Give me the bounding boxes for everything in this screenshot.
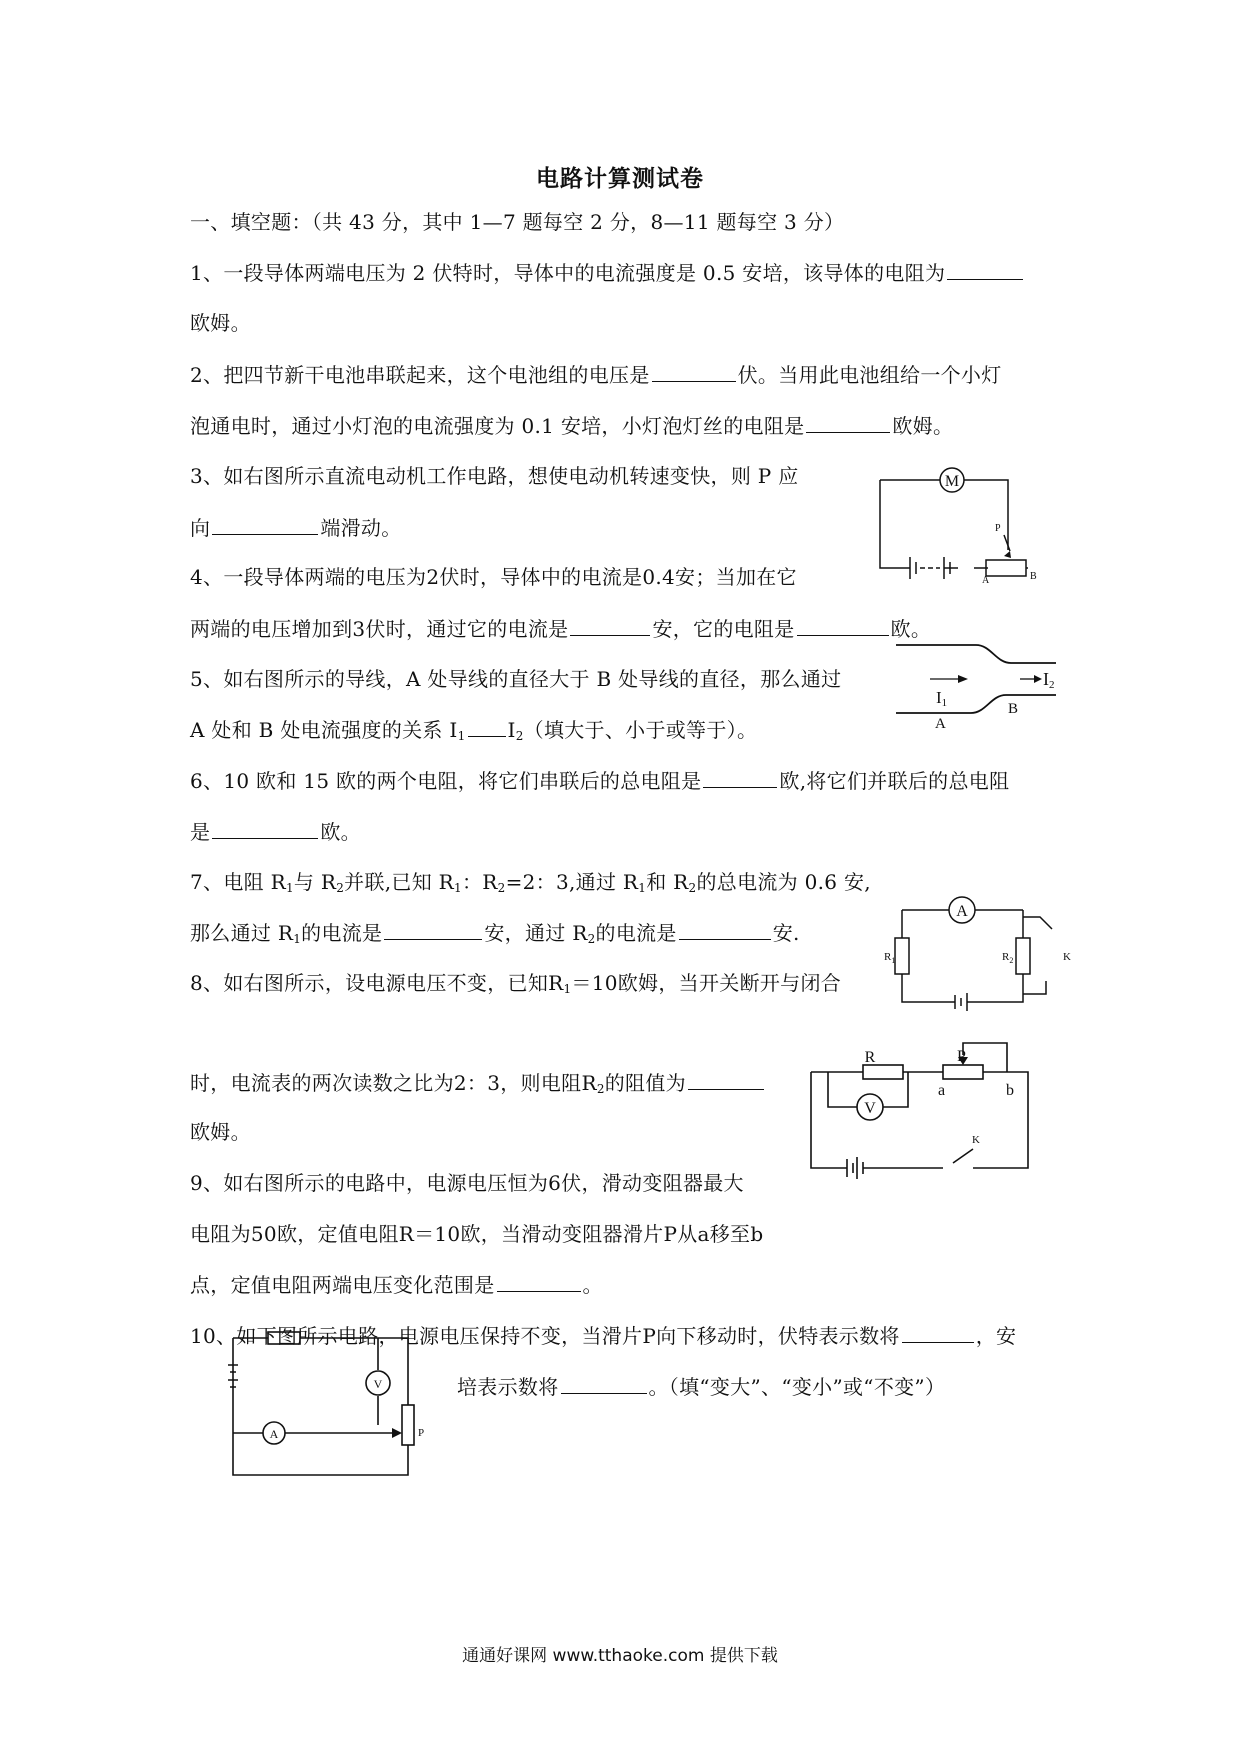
q5-sub-2: 2 [515,729,524,743]
switch-k-label: K [972,1134,980,1146]
q6-text-c: 是 [190,820,211,844]
point-a-label: a [938,1082,946,1099]
slider-p-label: P [418,1427,425,1439]
point-b-label: b [1006,1082,1014,1099]
question-9-line-1: 9、如右图所示的电路中，电源电压恒为6伏，滑动变阻器最大 [190,1171,744,1195]
wire-b-label: B [1008,701,1019,717]
page-footer: 通通好课网 www.tthaoke.com 提供下载 [462,1646,778,1666]
question-2-line-1 [190,361,1002,388]
parallel-circuit-diagram [880,895,1080,1015]
question-3-line-2 [190,514,402,541]
q4-text-d: 欧。 [890,617,932,641]
voltmeter-label: V [864,1100,876,1117]
question-10-line-2: 培表示数将 。（填“变大”、“变小”或“不变”） [457,1375,946,1399]
q9-answer-blank[interactable] [497,1271,581,1292]
wire-i1-label: I1 [936,688,948,709]
question-9-line-2: 电阻为50欧，定值电阻R＝10欧，当滑动变阻器滑片P从a移至b [190,1222,764,1246]
q6-answer-blank-2[interactable] [212,818,318,839]
q1-answer-blank[interactable] [947,259,1023,280]
q5-answer-blank[interactable] [468,716,506,737]
q3-answer-blank[interactable] [212,514,318,535]
q2-text-c: 泡通电时，通过小灯泡的电流强度为 0.1 安培，小灯泡灯丝的电阻是 [190,414,805,438]
q10-answer-blank-2[interactable] [561,1373,647,1394]
q8-answer-blank[interactable] [688,1069,764,1090]
q5-sub-1: 1 [457,729,466,743]
question-6-line-2 [190,818,361,845]
question-7-line-1: 7、电阻 $R_1$与 $R_2$并联,已知 $R_1$：$R_2=2$：3,通过 $R_1$和 $R_2$的总电流为 0.6 安, [190,870,871,895]
q3-text-b: 向 [190,516,211,540]
question-6-line-1 [190,767,1009,794]
r2-label: $R_2$ [1002,951,1014,965]
question-1-line-2: 欧姆。 [190,311,251,335]
motor-p-label: P [995,523,1001,534]
question-7-line-2: 那么通过 $R_1$的电流是 安，通过 $R_2$的电流是 安. [190,921,800,946]
q6-text-b: 欧,将它们并联后的总电阻 [779,769,1010,793]
q6-text-d: 欧。 [320,820,361,844]
q10-answer-blank-1[interactable] [902,1322,974,1343]
question-4-line-2 [190,615,931,642]
q4-text-c: 安，它的电阻是 [652,617,795,641]
question-8-line-2: 时，电流表的两次读数之比为2：3，则电阻$R_2$的阻值为 [190,1069,766,1102]
q1-text-a: 1、一段导体两端电压为 2 伏特时，导体中的电流强度是 0.5 安培，该导体的电阻为 [190,261,946,285]
r1-label: $R_1$ [884,951,896,965]
question-8-line-1: 8、如右图所示，设电源电压不变，已知$R_1=10$欧姆，当开关断开与闭合 [190,971,842,996]
question-8-line-3: 欧姆。 [190,1120,251,1144]
q4-answer-blank-1[interactable] [570,615,650,636]
question-9-line-3: 点，定值电阻两端电压变化范围是 。 [190,1273,603,1297]
q6-answer-blank-1[interactable] [703,767,777,788]
wire-diagram [896,643,1056,732]
question-10-line-1: 10、如下图所示电路，电源电压保持不变，当滑片P向下移动时，伏特表示数将 ，安 [190,1324,1017,1348]
motor-label: M [944,473,960,490]
motor-b-label: B [1030,571,1037,582]
question-5-line-1: 5、如右图所示的导线，A 处导线的直径大于 B 处导线的直径，那么通过 [190,667,842,691]
q7-answer-blank-1[interactable] [384,919,482,940]
question-3-line-1: 3、如右图所示直流电动机工作电路，想使电动机转速变快，则 P 应 [190,464,799,488]
ammeter-label: A [956,903,968,920]
switch-k-label: K [1063,951,1071,963]
motor-circuit-diagram [870,465,1037,586]
q7-answer-blank-2[interactable] [679,919,771,940]
section-header: 一、填空题：（共 43 分，其中 1—7 题每空 2 分，8—11 题每空 3 分） [190,210,845,234]
q5-text-b: A 处和 B 处电流强度的关系 I [190,718,458,742]
ammeter-label: A [269,1427,279,1441]
wire-a-label: A [935,716,946,732]
question-1-line-1 [190,259,1025,286]
wire-i2-label: I2 [1043,669,1055,691]
rheostat-circuit-diagram [808,1035,1038,1185]
q2-text-b: 伏。当用此电池组给一个小灯 [737,363,1002,387]
q5-text-c: I [507,718,516,742]
q4-answer-blank-2[interactable] [797,615,889,636]
motor-a-label: A [982,575,990,586]
question-5-line-2 [190,716,757,749]
q4-text-b: 两端的电压增加到3伏时，通过它的电流是 [190,617,569,641]
q10-circuit-diagram [228,1320,438,1480]
q3-text-c: 端滑动。 [320,516,402,540]
question-4-line-1: 4、一段导体两端的电压为2伏时，导体中的电流是0.4安；当加在它 [190,565,797,589]
resistor-r-label: R [864,1049,876,1066]
q6-text-a: 6、10 欧和 15 欧的两个电阻，将它们串联后的总电阻是 [190,769,702,793]
q2-answer-blank-2[interactable] [806,412,890,433]
slider-p-label: P [957,1048,966,1065]
q2-text-d: 欧姆。 [892,414,954,438]
q5-text-d: （填大于、小于或等于）。 [523,718,758,742]
page-title: 电路计算测试卷 [536,166,704,192]
voltmeter-label: V [373,1377,383,1391]
q2-answer-blank-1[interactable] [652,361,736,382]
question-2-line-2 [190,412,953,439]
q2-text-a: 2、把四节新干电池串联起来，这个电池组的电压是 [190,363,650,387]
